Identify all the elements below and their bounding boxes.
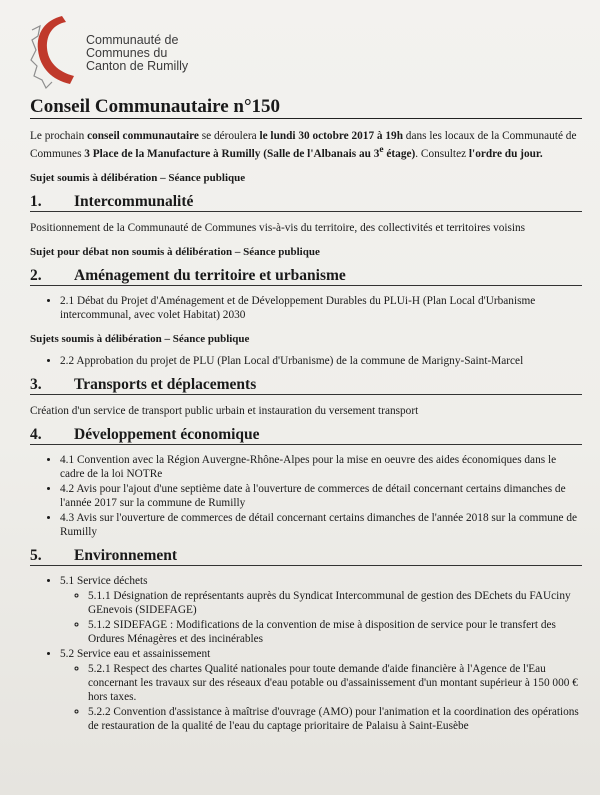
logo	[28, 10, 218, 92]
section-number: 4.	[30, 425, 42, 443]
agenda-item-label: 5.2 Service eau et assainissement	[60, 647, 211, 660]
subhead: Sujets soumis à délibération – Séance publique	[30, 332, 250, 345]
agenda-item: • 4.3 Avis sur l'ouverture de commerces de détail concernant certains dimanches de l'année 2018 sur la commune de Rumilly	[60, 511, 582, 539]
section-title: Transports et déplacements	[74, 375, 257, 393]
subhead: Sujet pour débat non soumis à délibération – Séance publique	[30, 245, 320, 258]
section-title: Aménagement du territoire et urbanisme	[74, 266, 346, 284]
agenda-item: • 2.1 Débat du Projet d'Aménagement et de Développement Durables du PLUi-H (Plan Local d'Urbanisme intercommunal, avec volet Habitat) 2030	[60, 294, 582, 322]
logo-line: Communauté de	[86, 33, 179, 47]
subhead: Sujet soumis à délibération – Séance publique	[30, 171, 246, 184]
intro-text: se déroulera	[198, 130, 260, 142]
section-heading-4	[30, 425, 582, 445]
agenda-item: • 4.1 Convention avec la Région Auvergne-Rhône-Alpes pour la mise en oeuvre des aides économiques dans le cadre de la loi NOTRe	[60, 453, 582, 481]
document-body	[30, 96, 582, 734]
section-text: Positionnement de la Communauté de Communes vis-à-vis du territoire, des collectivités et territoires voisins	[30, 221, 526, 234]
agenda-link[interactable]: l'ordre du jour.	[468, 147, 543, 160]
section-title: Environnement	[74, 546, 178, 564]
intro-text: dans les locaux de la Communauté de Communes	[30, 130, 577, 160]
meeting-place: 3 Place de la Manufacture à Rumilly (Salle de l'Albanais au 3	[84, 147, 380, 160]
section-heading-5	[30, 546, 582, 566]
section-heading-2	[30, 266, 582, 286]
agenda-list	[30, 354, 582, 368]
section-title: Intercommunalité	[74, 192, 194, 210]
section-number: 2.	[30, 266, 42, 284]
agenda-subitem: ◦ 5.1.1 Désignation de représentants auprès du Syndicat Intercommunal de gestion des DEchets du FAUciny GEnevois (SIDEFAGE)	[88, 589, 582, 617]
meeting-date: le lundi 30 octobre 2017 à 19h	[259, 130, 403, 142]
agenda-sublist	[60, 662, 582, 733]
agenda-item: • 2.2 Approbation du projet de PLU (Plan Local d'Urbanisme) de la commune de Marigny-Saint-Marcel	[60, 354, 582, 368]
section-heading-3	[30, 375, 582, 395]
agenda-list	[30, 294, 582, 322]
page-title: Conseil Communautaire n°150	[30, 100, 582, 119]
agenda-item: • 4.2 Avis pour l'ajout d'une septième date à l'ouverture de commerces de détail concernant certains dimanches de l'année 2017 sur la commune de Rumilly	[60, 482, 582, 510]
intro-strong: conseil communautaire	[87, 130, 199, 142]
agenda-subitem: ◦ 5.2.1 Respect des chartes Qualité nationales pour toute demande d'aide financière à l'Agence de l'Eau concernant les travaux sur des réseaux d'eau potable ou d'assainissement d'un montant supérieur à 150 000 € hors taxes.	[88, 662, 582, 704]
intro-paragraph	[30, 129, 582, 161]
agenda-item-label: 5.1 Service déchets	[60, 574, 148, 587]
agenda-subitem: ◦ 5.2.2 Convention d'assistance à maîtrise d'ouvrage (AMO) pour l'animation et la coordination des opérations de restauration de la qualité de l'eau du captage prioritaire de Palaisu à Saint-Eusèbe	[88, 705, 582, 733]
section-text: Création d'un service de transport public urbain et instauration du versement transport	[30, 404, 419, 417]
section-title: Développement économique	[74, 425, 260, 443]
agenda-item	[60, 647, 582, 733]
ordinal-sup: e	[379, 145, 384, 155]
agenda-list	[30, 574, 582, 733]
section-number: 1.	[30, 192, 42, 210]
logo-line: Canton de Rumilly	[86, 59, 189, 73]
agenda-item	[60, 574, 582, 646]
section-number: 5.	[30, 546, 42, 564]
intro-text: Le prochain	[30, 130, 88, 142]
agenda-sublist	[60, 589, 582, 646]
agenda-list	[30, 453, 582, 539]
agenda-subitem: ◦ 5.1.2 SIDEFAGE : Modifications de la convention de mise à disposition de service pour le transfert des Ordures Ménagères et des incinérables	[88, 618, 582, 646]
intro-text: . Consultez	[415, 147, 469, 160]
section-number: 3.	[30, 375, 42, 393]
meeting-floor: étage)	[383, 147, 416, 160]
section-heading-1	[30, 192, 582, 212]
logo-line: Communes du	[86, 46, 168, 60]
logo-text	[86, 34, 188, 73]
